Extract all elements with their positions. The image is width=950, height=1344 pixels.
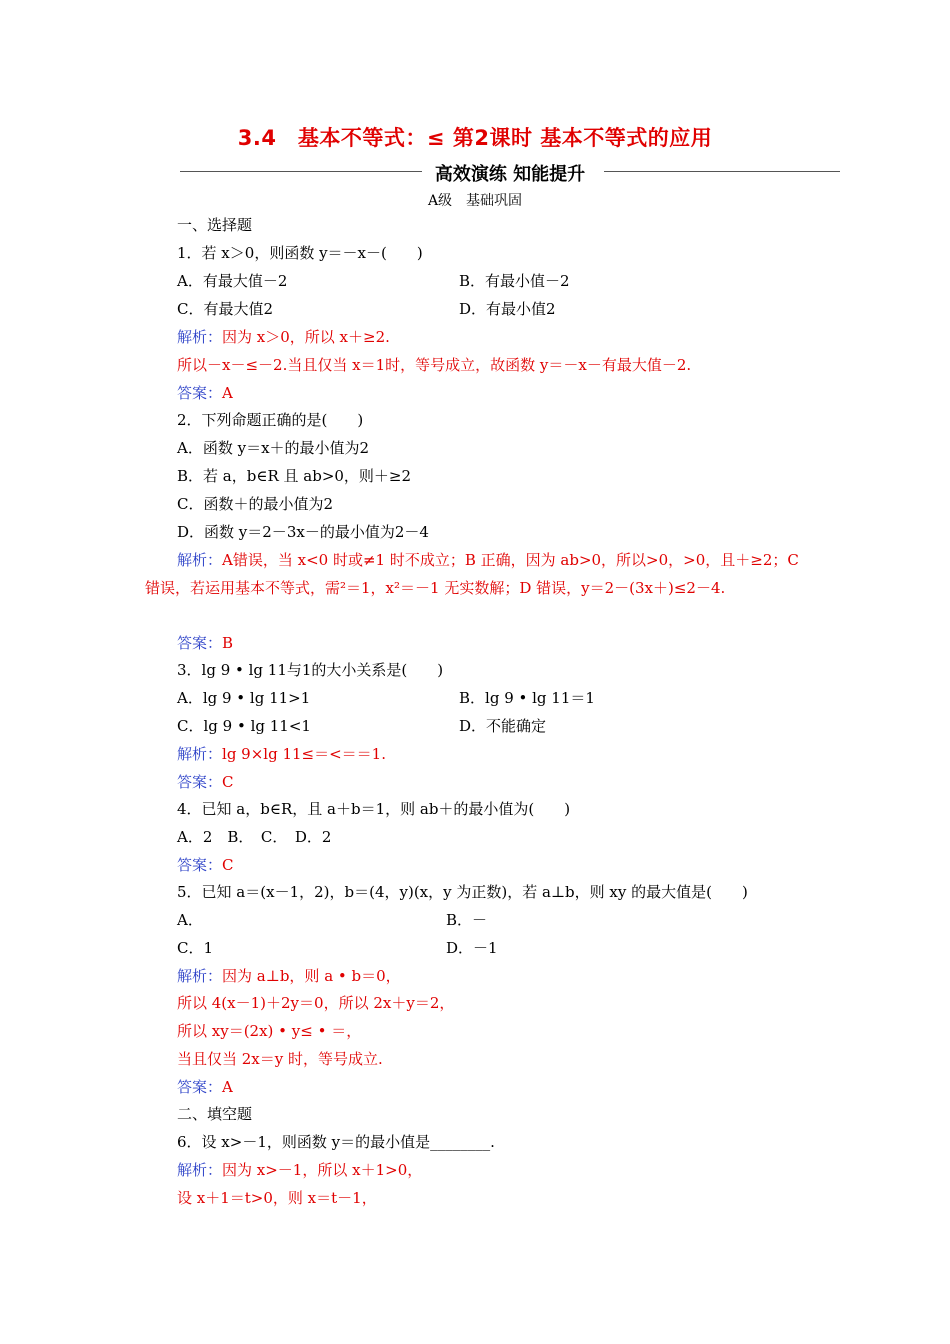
q2-solution-label: 解析： <box>177 551 223 569</box>
q3-solution-text: lg 9×lg 11≤＝<＝＝1. <box>222 745 386 763</box>
page-title: 3.4 基本不等式：≤ 第2课时 基本不等式的应用 <box>237 126 713 150</box>
q5-answer-label: 答案： <box>177 1078 223 1096</box>
q1-stem: 1．若 x＞0，则函数 y＝－x－( ) <box>177 244 423 262</box>
q5-option-a: A． <box>177 911 203 929</box>
q2-option-d: D．函数 y＝2－3x－的最小值为2－4 <box>177 523 429 541</box>
q3-stem: 3．lg 9 • lg 11与1的大小关系是( ) <box>177 661 444 679</box>
q1-solution <box>177 327 390 347</box>
level-heading: A级 基础巩固 <box>427 193 523 209</box>
banner <box>180 160 840 184</box>
q2-answer <box>177 633 233 653</box>
q3-solution <box>177 744 386 764</box>
q5-stem: 5．已知 a＝(x－1，2)，b＝(4，y)(x，y 为正数)，若 a⊥b，则 xy 的最大值是( ) <box>177 883 748 901</box>
q1-answer <box>177 383 233 403</box>
q1-option-b: B．有最小值－2 <box>459 272 570 290</box>
q5-solution-line1: 因为 a⊥b，则 a • b＝0， <box>222 967 401 985</box>
q1-option-a: A．有最大值－2 <box>177 272 288 290</box>
q5-answer-value: A <box>222 1078 233 1096</box>
q3-option-b: B．lg 9 • lg 11＝1 <box>459 689 595 707</box>
q6-solution <box>177 1160 422 1180</box>
q3-solution-label: 解析： <box>177 745 223 763</box>
section-fill-heading: 二、填空题 <box>177 1105 253 1123</box>
q1-option-c: C．有最大值2 <box>177 300 274 318</box>
q5-solution-line3: 所以 xy＝(2x) • y≤ • ＝， <box>177 1022 362 1040</box>
q5-option-b: B．－ <box>446 911 488 929</box>
q6-stem: 6．设 x>－1，则函数 y＝的最小值是________. <box>177 1133 495 1151</box>
q3-answer <box>177 772 234 792</box>
q4-answer-label: 答案： <box>177 856 223 874</box>
section-choice-heading: 一、选择题 <box>177 216 253 234</box>
q6-solution-line2: 设 x＋1＝t>0，则 x＝t－1， <box>177 1189 377 1207</box>
q1-answer-value: A <box>222 384 233 402</box>
q3-option-c: C．lg 9 • lg 11<1 <box>177 717 311 735</box>
q1-answer-label: 答案： <box>177 384 223 402</box>
q5-solution-line2: 所以 4(x－1)＋2y＝0，所以 2x＋y＝2， <box>177 994 455 1012</box>
q5-solution-label: 解析： <box>177 967 223 985</box>
q2-answer-value: B <box>222 634 234 652</box>
q4-answer-value: C <box>222 856 234 874</box>
q5-option-c: C．1 <box>177 939 214 957</box>
q2-solution-text: A错误，当 x<0 时或≠1 时不成立；B 正确，因为 ab>0，所以>0，>0，且＋≥2；C 错误，若运用基本不等式，需²＝1，x²＝－1 无实数解；D 错误，y＝2－(3x＋)≤2－4. <box>145 551 799 597</box>
banner-rule-right <box>604 171 840 172</box>
q2-stem: 2．下列命题正确的是( ) <box>177 411 364 429</box>
q3-option-a: A．lg 9 • lg 11>1 <box>177 689 311 707</box>
q1-solution-label: 解析： <box>177 328 223 346</box>
q1-solution-line1: 因为 x＞0，所以 x＋≥2. <box>222 328 390 346</box>
q2-solution <box>145 546 815 602</box>
banner-text: 高效演练 知能提升 <box>434 164 586 185</box>
q4-options: A．2 B． C． D．2 <box>177 828 332 846</box>
q2-option-b: B．若 a，b∈R 且 ab>0，则＋≥2 <box>177 467 412 485</box>
q3-answer-value: C <box>222 773 234 791</box>
q2-option-c: C．函数＋的最小值为2 <box>177 495 334 513</box>
q5-answer <box>177 1077 233 1097</box>
q5-solution <box>177 966 401 986</box>
q3-answer-label: 答案： <box>177 773 223 791</box>
q2-answer-label: 答案： <box>177 634 223 652</box>
q4-stem: 4．已知 a，b∈R，且 a＋b＝1，则 ab＋的最小值为( ) <box>177 800 571 818</box>
q1-option-d: D．有最小值2 <box>459 300 556 318</box>
q3-option-d: D．不能确定 <box>459 717 547 735</box>
q6-solution-line1: 因为 x>－1，所以 x＋1>0， <box>222 1161 423 1179</box>
q5-option-d: D．－1 <box>446 939 498 957</box>
q4-answer <box>177 855 234 875</box>
q5-solution-line4: 当且仅当 2x＝y 时，等号成立. <box>177 1050 383 1068</box>
q2-option-a: A．函数 y＝x＋的最小值为2 <box>177 439 370 457</box>
q1-solution-line2: 所以－x－≤－2.当且仅当 x＝1时，等号成立，故函数 y＝－x－有最大值－2. <box>177 356 692 374</box>
q6-solution-label: 解析： <box>177 1161 223 1179</box>
